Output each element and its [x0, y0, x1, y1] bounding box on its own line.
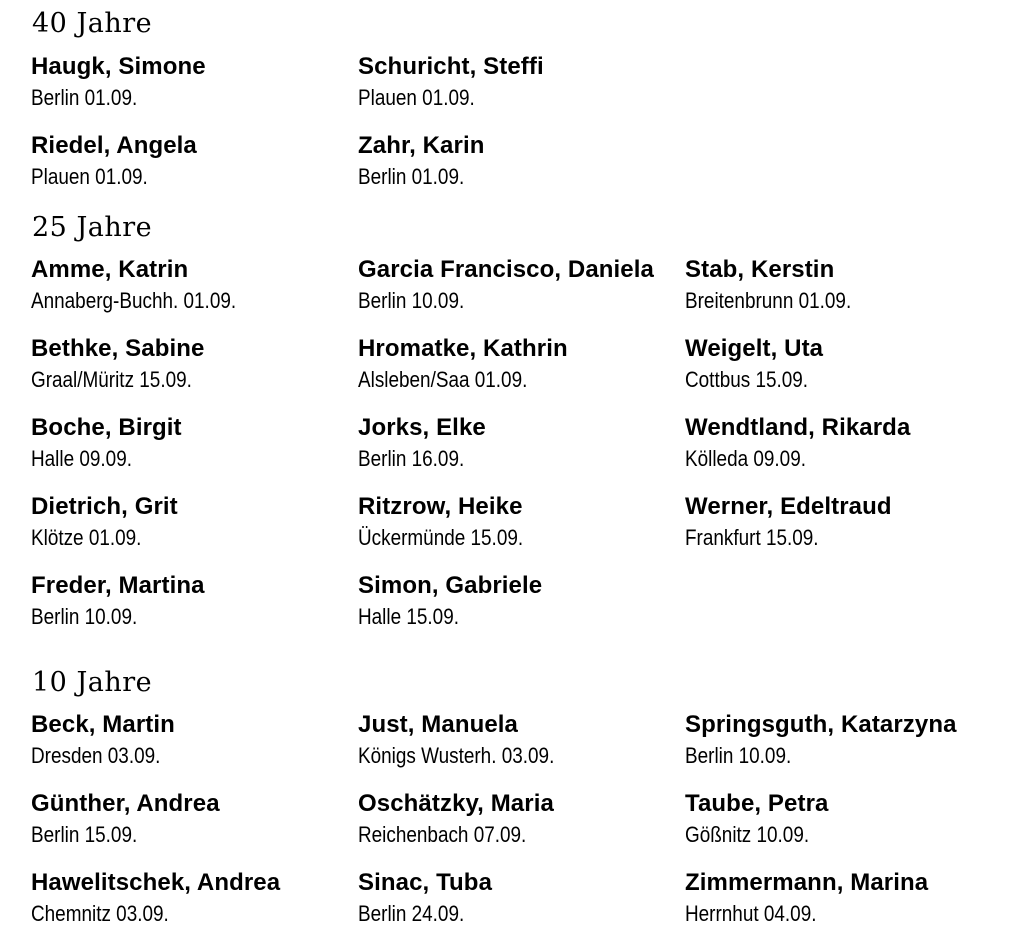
place-date: Halle 15.09.: [358, 604, 459, 629]
section-heading-25-jahre: 25 Jahre: [32, 212, 153, 243]
person-name: Taube, Petra: [685, 790, 829, 817]
person-name: Boche, Birgit: [31, 414, 182, 441]
person-name: Wendtland, Rikarda: [685, 414, 911, 441]
anniversary-entry: [358, 52, 544, 112]
place-date: Gößnitz 10.09.: [685, 822, 810, 847]
person-name: Springsguth, Katarzyna: [685, 711, 957, 738]
anniversary-entry: [31, 52, 206, 112]
section-heading-40-jahre: 40 Jahre: [32, 8, 153, 39]
person-name: Haugk, Simone: [31, 53, 206, 80]
place-date: Plauen 01.09.: [358, 85, 475, 110]
person-name: Günther, Andrea: [31, 790, 220, 817]
anniversary-entry: [685, 255, 878, 315]
anniversary-entry: [685, 789, 829, 849]
anniversary-entry: [685, 868, 928, 928]
place-date: Berlin 16.09.: [358, 446, 465, 471]
anniversary-entry: [358, 492, 550, 552]
anniversary-entry: [358, 334, 568, 394]
anniversary-entry: [31, 413, 182, 473]
anniversary-entry: [358, 255, 654, 315]
person-name: Just, Manuela: [358, 711, 519, 738]
place-date: Berlin 10.09.: [31, 604, 138, 629]
place-date: Klötze 01.09.: [31, 525, 142, 550]
place-date: Breitenbrunn 01.09.: [685, 288, 852, 313]
anniversary-entry: [31, 131, 197, 191]
person-name: Beck, Martin: [31, 711, 175, 738]
anniversary-entry: [358, 710, 586, 770]
place-date: Plauen 01.09.: [31, 164, 148, 189]
place-date: Herrnhut 04.09.: [685, 901, 817, 926]
person-name: Jorks, Elke: [358, 414, 486, 441]
place-date: Chemnitz 03.09.: [31, 901, 169, 926]
place-date: Berlin 01.09.: [31, 85, 138, 110]
person-name: Zahr, Karin: [358, 132, 485, 159]
person-name: Amme, Katrin: [31, 256, 189, 283]
person-name: Stab, Kerstin: [685, 256, 835, 283]
place-date: Cottbus 15.09.: [685, 367, 809, 392]
anniversary-entry: [685, 334, 828, 394]
person-name: Simon, Gabriele: [358, 572, 543, 599]
person-name: Riedel, Angela: [31, 132, 197, 159]
person-name: Schuricht, Steffi: [358, 53, 544, 80]
anniversary-entry: [685, 492, 892, 552]
anniversary-entry: [685, 710, 957, 770]
place-date: Frankfurt 15.09.: [685, 525, 819, 550]
place-date: Berlin 01.09.: [358, 164, 465, 189]
anniversary-entry: [31, 255, 270, 315]
person-name: Freder, Martina: [31, 572, 205, 599]
anniversary-entry: [358, 789, 554, 849]
anniversary-entry: [31, 710, 181, 770]
person-name: Oschätzky, Maria: [358, 790, 554, 817]
place-date: Dresden 03.09.: [31, 743, 161, 768]
person-name: Garcia Francisco, Daniela: [358, 256, 654, 283]
person-name: Ritzrow, Heike: [358, 493, 523, 520]
place-date: Annaberg-Buchh. 01.09.: [31, 288, 237, 313]
place-date: Berlin 10.09.: [358, 288, 465, 313]
anniversary-entry: [685, 413, 910, 473]
person-name: Weigelt, Uta: [685, 335, 824, 362]
person-name: Hawelitschek, Andrea: [31, 869, 281, 896]
place-date: Berlin 15.09.: [31, 822, 138, 847]
person-name: Dietrich, Grit: [31, 493, 178, 520]
place-date: Reichenbach 07.09.: [358, 822, 527, 847]
place-date: Ückermünde 15.09.: [358, 525, 524, 550]
place-date: Kölleda 09.09.: [685, 446, 806, 471]
person-name: Hromatke, Kathrin: [358, 335, 568, 362]
anniversary-entry: [31, 571, 205, 631]
place-date: Halle 09.09.: [31, 446, 132, 471]
anniversary-entry: [358, 571, 542, 631]
section-heading-10-jahre: 10 Jahre: [32, 667, 153, 698]
place-date: Alsleben/Saa 01.09.: [358, 367, 528, 392]
place-date: Königs Wusterh. 03.09.: [358, 743, 555, 768]
place-date: Berlin 24.09.: [358, 901, 465, 926]
person-name: Werner, Edeltraud: [685, 493, 892, 520]
person-name: Zimmermann, Marina: [685, 869, 929, 896]
anniversary-entry: [358, 131, 484, 191]
place-date: Graal/Müritz 15.09.: [31, 367, 192, 392]
anniversary-entry: [31, 334, 218, 394]
person-name: Bethke, Sabine: [31, 335, 205, 362]
place-date: Berlin 10.09.: [685, 743, 792, 768]
person-name: Sinac, Tuba: [358, 869, 493, 896]
anniversary-entry: [31, 492, 178, 552]
anniversary-entry: [358, 868, 492, 928]
anniversary-entry: [31, 789, 220, 849]
anniversary-entry: [31, 868, 280, 928]
anniversary-entry: [358, 413, 486, 473]
